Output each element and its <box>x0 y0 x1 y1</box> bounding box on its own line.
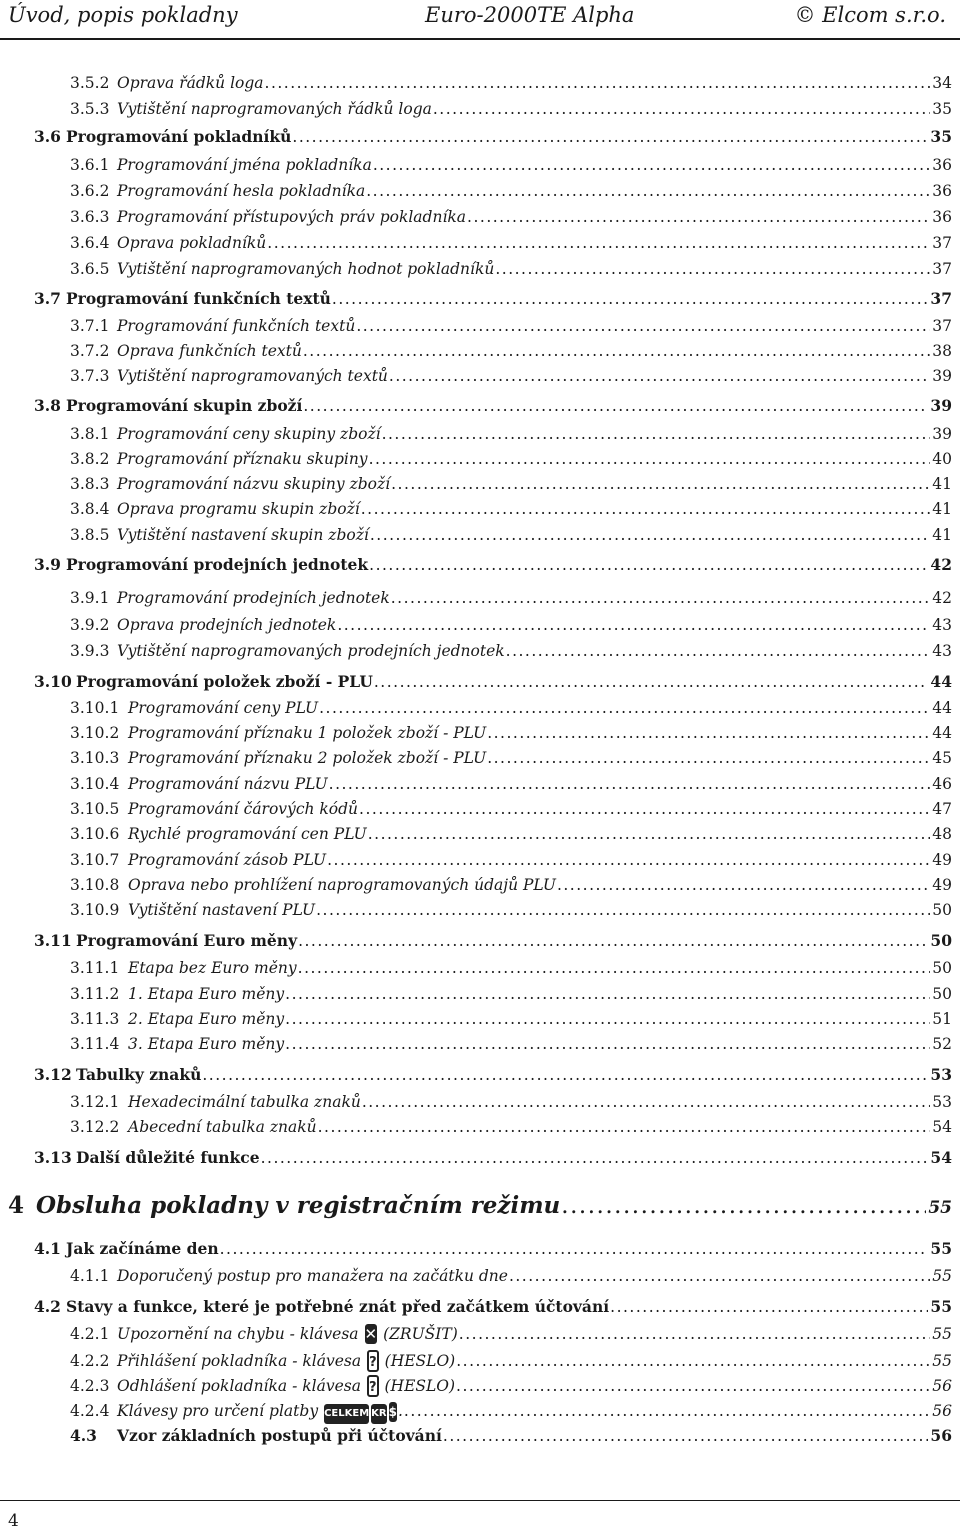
toc-number: 3.10 <box>34 672 72 691</box>
toc-title: 3. Etapa Euro měny <box>128 1035 285 1053</box>
dollar-key-icon: $ <box>389 1402 397 1422</box>
toc-title: Oprava funkčních textů <box>117 342 302 360</box>
toc-entry[interactable] <box>70 984 952 1004</box>
toc-title: Vytištění naprogramovaných prodejních jednotek <box>117 642 505 660</box>
page-header <box>0 0 960 44</box>
toc-number: 3.6.1 <box>70 156 110 174</box>
toc-leader <box>610 1297 928 1317</box>
toc-title: Programování názvu PLU <box>128 775 328 793</box>
toc-leader <box>509 1266 930 1286</box>
toc-title: Vzor základních postupů při účtování <box>117 1426 442 1445</box>
footer-rule <box>0 1500 960 1501</box>
toc-title: Oprava programu skupin zboží <box>117 500 360 518</box>
toc-entry[interactable] <box>70 259 952 279</box>
toc-title: Jak začínáme den <box>66 1239 219 1258</box>
toc-number: 3.12 <box>34 1065 72 1084</box>
toc-title: Programování pokladníků <box>66 127 292 146</box>
toc-title: Doporučený postup pro manažera na začátku dne <box>117 1267 508 1285</box>
toc-page: 55 <box>930 1297 952 1316</box>
toc-page: 39 <box>932 425 952 443</box>
toc-page: 39 <box>932 367 952 385</box>
toc-leader <box>292 127 928 147</box>
toc-page: 55 <box>932 1352 952 1370</box>
toc-leader <box>368 824 931 844</box>
toc-number: 3.5.3 <box>70 100 110 118</box>
toc-entry[interactable] <box>70 774 952 794</box>
toc-number: 3.7 <box>34 289 61 308</box>
toc-leader <box>303 396 928 416</box>
toc-entry[interactable] <box>70 155 952 175</box>
toc-number: 3.13 <box>34 1148 72 1167</box>
page-number: 4 <box>8 1511 19 1531</box>
toc-page: 50 <box>932 959 952 977</box>
toc-entry[interactable] <box>70 723 952 743</box>
toc-title: Etapa bez Euro měny <box>128 959 297 977</box>
toc-leader <box>561 1191 926 1221</box>
toc-number: 3.9.1 <box>70 589 110 607</box>
toc-page: 54 <box>932 1118 952 1136</box>
toc-leader <box>389 366 930 386</box>
toc-title: Programování zásob PLU <box>128 851 327 869</box>
toc-page: 37 <box>932 317 952 335</box>
toc-entry[interactable] <box>70 1350 952 1370</box>
toc-page: 49 <box>932 876 952 894</box>
toc-entry[interactable] <box>70 900 952 920</box>
toc-number: 3.5.2 <box>70 74 110 92</box>
toc-number: 3.10.9 <box>70 901 120 919</box>
toc-chapter-entry[interactable] <box>8 1191 952 1221</box>
toc-leader <box>356 316 930 336</box>
toc-page: 38 <box>932 342 952 360</box>
toc-entry[interactable] <box>70 1117 952 1137</box>
toc-leader <box>487 748 930 768</box>
toc-entry[interactable] <box>70 1092 952 1112</box>
toc-title: 1. Etapa Euro měny <box>128 985 285 1003</box>
toc-number: 4.2.1 <box>70 1325 110 1343</box>
toc-leader <box>359 799 930 819</box>
toc-number: 3.8.3 <box>70 475 110 493</box>
toc-leader <box>487 723 930 743</box>
toc-entry[interactable] <box>70 588 952 608</box>
toc-leader <box>366 181 930 201</box>
toc-number: 4.2 <box>34 1297 61 1316</box>
toc-leader <box>443 1426 929 1446</box>
toc-title: Programování funkčních textů <box>66 289 331 308</box>
toc-entry[interactable] <box>34 1297 952 1317</box>
toc-page: 53 <box>930 1065 952 1084</box>
toc-page: 47 <box>932 800 952 818</box>
toc-number: 3.7.3 <box>70 367 110 385</box>
toc-title: Programování skupin zboží <box>66 396 303 415</box>
toc-title: Programování čárových kódů <box>128 800 359 818</box>
toc-leader <box>318 1117 931 1137</box>
toc-title: Oprava pokladníků <box>117 234 267 252</box>
toc-leader <box>433 99 930 119</box>
toc-entry[interactable] <box>70 641 952 661</box>
toc-number: 3.11 <box>34 931 72 950</box>
toc-leader <box>506 641 931 661</box>
toc-leader <box>303 341 930 361</box>
toc-number: 3.11.1 <box>70 959 120 977</box>
toc-entry[interactable] <box>70 99 952 119</box>
toc-page: 41 <box>932 475 952 493</box>
toc-leader <box>495 259 930 279</box>
toc-leader <box>337 615 930 635</box>
toc-title: Programování přístupových práv pokladníka <box>117 208 467 226</box>
zrusit-key-icon: ✕ <box>364 1325 378 1343</box>
toc-title: Programování příznaku 1 položek zboží - PLU <box>128 724 487 742</box>
toc-title: Stavy a funkce, které je potřebné znát před začátkem účtování <box>66 1297 610 1316</box>
toc-number: 3.10.8 <box>70 876 120 894</box>
toc-page: 49 <box>932 851 952 869</box>
toc-entry[interactable] <box>70 958 952 978</box>
toc-leader <box>361 499 931 519</box>
toc-title: Rychlé programování cen PLU <box>128 825 367 843</box>
toc-page: 37 <box>930 289 952 308</box>
toc-number: 4.2.4 <box>70 1402 110 1420</box>
toc-leader <box>298 958 931 978</box>
toc-title: Vytištění naprogramovaných hodnot pokladníků <box>117 260 495 278</box>
toc-entry[interactable] <box>70 366 952 386</box>
toc-number: 4.1.1 <box>70 1267 110 1285</box>
toc-title: Vytištění nastavení skupin zboží <box>117 526 369 544</box>
toc-number: 3.7.2 <box>70 342 110 360</box>
toc-title: Oprava nebo prohlížení naprogramovaných údajů PLU <box>128 876 556 894</box>
toc-page: 55 <box>930 1239 952 1258</box>
toc-entry[interactable] <box>70 748 952 768</box>
toc-page: 41 <box>932 500 952 518</box>
toc-number: 3.6.4 <box>70 234 110 252</box>
toc-page: 48 <box>932 825 952 843</box>
heslo-key-icon: ? <box>367 1375 379 1397</box>
toc-number: 4.1 <box>34 1239 61 1258</box>
toc-leader <box>391 588 931 608</box>
toc-leader <box>369 555 928 575</box>
toc-title: Programování příznaku 2 položek zboží - PLU <box>128 749 487 767</box>
toc-entry[interactable] <box>70 1324 952 1344</box>
toc-leader <box>265 73 931 93</box>
toc-number: 3.10.6 <box>70 825 120 843</box>
toc-entry[interactable] <box>70 1009 952 1029</box>
toc-entry[interactable] <box>34 1239 952 1259</box>
toc-page: 55 <box>932 1267 952 1285</box>
toc-page: 54 <box>930 1148 952 1167</box>
toc-entry[interactable] <box>70 875 952 895</box>
toc-entry[interactable] <box>70 316 952 336</box>
toc-entry[interactable] <box>34 127 952 147</box>
toc-title-suffix: (ZRUŠIT) <box>383 1325 458 1343</box>
toc-number: 3.7.1 <box>70 317 110 335</box>
toc-title: Obsluha pokladny v registračním režimu <box>36 1192 561 1219</box>
toc-entry[interactable] <box>70 233 952 253</box>
toc-number: 3.6.5 <box>70 260 110 278</box>
toc-entry[interactable] <box>34 1065 952 1085</box>
toc-title: Oprava řádků loga <box>117 74 264 92</box>
toc-entry[interactable] <box>70 424 952 444</box>
toc-page: 37 <box>932 234 952 252</box>
toc-leader <box>373 155 930 175</box>
toc-leader <box>459 1324 930 1344</box>
toc-entry[interactable] <box>70 474 952 494</box>
toc-title: Klávesy pro určení platby <box>117 1402 319 1420</box>
toc-entry[interactable] <box>70 181 952 201</box>
toc-title: Vytištění naprogramovaných řádků loga <box>117 100 432 118</box>
toc-page: 40 <box>932 450 952 468</box>
toc-title: Programování položek zboží - PLU <box>76 672 373 691</box>
toc-leader <box>220 1239 929 1259</box>
toc-page: 36 <box>932 156 952 174</box>
toc-page: 41 <box>932 526 952 544</box>
heslo-key-icon: ? <box>367 1350 379 1372</box>
toc-title: Programování hesla pokladníka <box>117 182 366 200</box>
toc-title: Hexadecimální tabulka znaků <box>128 1093 361 1111</box>
toc-page: 44 <box>932 699 952 717</box>
toc-entry[interactable] <box>34 396 952 416</box>
toc-page: 35 <box>932 100 952 118</box>
toc-entry[interactable] <box>70 1426 952 1446</box>
toc-entry[interactable] <box>70 824 952 844</box>
toc-leader <box>285 984 930 1004</box>
toc-title: Programování Euro měny <box>76 931 298 950</box>
toc-number: 3.12.2 <box>70 1118 120 1136</box>
toc-entry[interactable] <box>70 525 952 545</box>
toc-page: 46 <box>932 775 952 793</box>
toc-page: 36 <box>932 208 952 226</box>
toc-title: Oprava prodejních jednotek <box>117 616 337 634</box>
toc-title: Odhlášení pokladníka - klávesa <box>117 1377 361 1395</box>
toc-page: 34 <box>932 74 952 92</box>
toc-leader <box>267 233 930 253</box>
toc-title: Přihlášení pokladníka - klávesa <box>117 1352 362 1370</box>
toc-entry[interactable] <box>34 1148 952 1168</box>
toc-title: Abecední tabulka znaků <box>128 1118 317 1136</box>
toc-leader <box>298 931 928 951</box>
toc-title-suffix: (HESLO) <box>384 1352 456 1370</box>
toc-entry[interactable] <box>70 799 952 819</box>
toc-number: 3.8.5 <box>70 526 110 544</box>
toc-page: 42 <box>930 555 952 574</box>
toc-page: 44 <box>932 724 952 742</box>
toc-page: 56 <box>932 1377 952 1395</box>
header-chapter-title: Úvod, popis pokladny <box>8 3 238 27</box>
toc-number: 3.10.2 <box>70 724 120 742</box>
toc-entry[interactable] <box>70 1266 952 1286</box>
toc-title-suffix: (HESLO) <box>384 1377 456 1395</box>
toc-title: Programování příznaku skupiny <box>117 450 368 468</box>
toc-leader <box>362 1092 930 1112</box>
toc-number: 3.8.4 <box>70 500 110 518</box>
toc-title: Programování ceny skupiny zboží <box>117 425 381 443</box>
toc-page: 43 <box>932 616 952 634</box>
toc-entry[interactable] <box>70 73 952 93</box>
toc-leader <box>557 875 930 895</box>
toc-page: 42 <box>932 589 952 607</box>
toc-number: 3.11.3 <box>70 1010 120 1028</box>
toc-leader <box>370 525 930 545</box>
toc-number: 4.2.2 <box>70 1352 110 1370</box>
toc-page: 35 <box>930 127 952 146</box>
toc-leader <box>329 774 931 794</box>
toc-page: 44 <box>930 672 952 691</box>
toc-entry[interactable] <box>34 931 952 951</box>
toc-page: 55 <box>928 1198 952 1218</box>
kr-key-icon: KR <box>371 1404 386 1424</box>
toc-number: 3.8.2 <box>70 450 110 468</box>
toc-title: Programování prodejních jednotek <box>117 589 390 607</box>
toc-number: 4.2.3 <box>70 1377 110 1395</box>
toc-leader <box>382 424 931 444</box>
toc-entry[interactable] <box>70 850 952 870</box>
toc-page: 51 <box>932 1010 952 1028</box>
toc-leader <box>261 1148 929 1168</box>
toc-number: 3.6 <box>34 127 61 146</box>
toc-leader <box>374 672 929 692</box>
celkem-key-icon: CELKEM <box>324 1404 369 1424</box>
toc-page: 55 <box>932 1325 952 1343</box>
toc-title: 2. Etapa Euro měny <box>128 1010 285 1028</box>
toc-entry[interactable] <box>70 207 952 227</box>
toc-entry[interactable] <box>34 672 952 692</box>
toc-page: 37 <box>932 260 952 278</box>
toc-leader <box>202 1065 928 1085</box>
toc-number: 4 <box>8 1192 25 1219</box>
toc-number: 3.11.2 <box>70 985 120 1003</box>
toc-page: 50 <box>932 985 952 1003</box>
toc-entry[interactable] <box>70 698 952 718</box>
toc-leader <box>285 1009 930 1029</box>
toc-entry[interactable] <box>70 1401 952 1421</box>
toc-number: 3.9.3 <box>70 642 110 660</box>
toc-leader <box>369 449 931 469</box>
toc-page: 45 <box>932 749 952 767</box>
toc-number: 4.3 <box>70 1426 97 1445</box>
toc-leader <box>332 289 929 309</box>
toc-leader <box>285 1034 930 1054</box>
toc-leader <box>316 900 930 920</box>
toc-page: 36 <box>932 182 952 200</box>
toc-page: 39 <box>930 396 952 415</box>
toc-entry[interactable] <box>70 1034 952 1054</box>
toc-page: 50 <box>930 931 952 950</box>
toc-number: 3.10.5 <box>70 800 120 818</box>
toc-number: 3.9 <box>34 555 61 574</box>
toc-title: Programování prodejních jednotek <box>66 555 369 574</box>
toc-number: 3.6.2 <box>70 182 110 200</box>
toc-entry[interactable] <box>70 499 952 519</box>
header-rule <box>0 38 960 40</box>
toc-number: 3.10.4 <box>70 775 120 793</box>
toc-title: Programování jména pokladníka <box>117 156 372 174</box>
toc-page: 56 <box>930 1426 952 1445</box>
toc-title: Upozornění na chybu - klávesa <box>117 1325 359 1343</box>
toc-leader <box>391 474 930 494</box>
toc-leader <box>319 698 930 718</box>
toc-entry[interactable] <box>70 341 952 361</box>
toc-leader <box>404 1401 930 1421</box>
header-copyright: © Elcom s.r.o. <box>794 3 946 27</box>
toc-entry[interactable] <box>70 615 952 635</box>
toc-page: 56 <box>932 1402 952 1420</box>
toc-title: Další důležité funkce <box>76 1148 260 1167</box>
toc-number: 3.9.2 <box>70 616 110 634</box>
toc-title: Programování ceny PLU <box>128 699 319 717</box>
toc-entry[interactable] <box>70 1375 952 1395</box>
toc-entry[interactable] <box>34 555 952 575</box>
toc-number: 3.8 <box>34 396 61 415</box>
toc-leader <box>467 207 930 227</box>
toc-number: 3.10.3 <box>70 749 120 767</box>
toc-title: Programování názvu skupiny zboží <box>117 475 391 493</box>
toc-number: 3.12.1 <box>70 1093 120 1111</box>
toc-number: 3.6.3 <box>70 208 110 226</box>
toc-leader <box>327 850 930 870</box>
toc-leader <box>456 1376 930 1396</box>
toc-title: Programování funkčních textů <box>117 317 356 335</box>
toc-leader <box>456 1351 930 1371</box>
toc-page: 43 <box>932 642 952 660</box>
toc-entry[interactable] <box>70 449 952 469</box>
toc-page: 50 <box>932 901 952 919</box>
toc-number: 3.10.1 <box>70 699 120 717</box>
toc-title-suffix: . <box>397 1402 403 1420</box>
toc-title: Vytištění naprogramovaných textů <box>117 367 388 385</box>
toc-title: Tabulky znaků <box>76 1065 202 1084</box>
toc-page: 52 <box>932 1035 952 1053</box>
toc-entry[interactable] <box>34 289 952 309</box>
toc-number: 3.11.4 <box>70 1035 120 1053</box>
toc-number: 3.10.7 <box>70 851 120 869</box>
toc-title: Vytištění nastavení PLU <box>128 901 316 919</box>
toc-number: 3.8.1 <box>70 425 110 443</box>
toc-page: 53 <box>932 1093 952 1111</box>
header-product-name: Euro-2000TE Alpha <box>425 3 635 27</box>
